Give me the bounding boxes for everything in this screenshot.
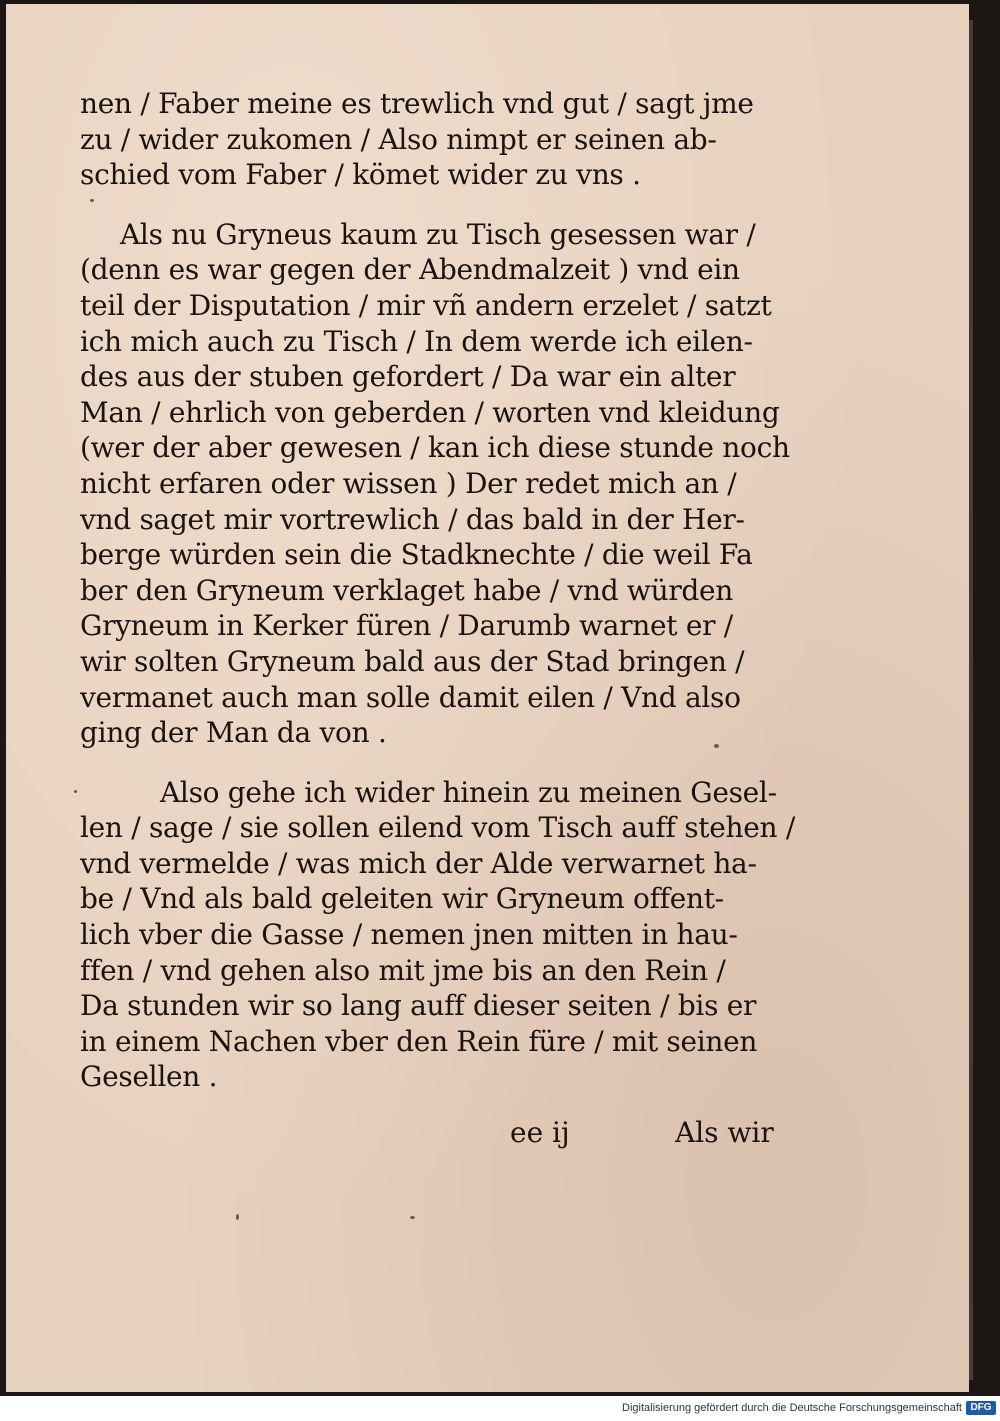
text-line: Man / ehrlich von geberden / worten vnd kleidung — [80, 395, 780, 429]
text-line: ffen / vnd gehen also mit jme bis an den Rein / — [80, 953, 726, 987]
text-line: zu / wider zukomen / Also nimpt er seinen ab- — [80, 122, 717, 156]
text-line: in einem Nachen vber den Rein füre / mit seinen — [80, 1024, 758, 1058]
text-line: Da stunden wir so lang auff dieser seiten / bis er — [80, 989, 757, 1023]
text-line: nen / Faber meine es trewlich vnd gut / sagt jme — [80, 87, 754, 120]
footer-bar — [0, 1396, 1000, 1421]
text-line: ich mich auch zu Tisch / In dem werde ich eilen- — [80, 324, 753, 358]
text-line: Gryneum in Kerker füren / Darumb warnet er / — [80, 609, 733, 643]
text-line: berge würden sein die Stadknechte / die weil Fa — [80, 538, 753, 572]
text-line: Also gehe ich wider hinein zu meinen Gesel- — [160, 775, 777, 809]
ink-speck — [410, 1216, 415, 1219]
ink-speck — [236, 1214, 239, 1220]
text-line: ging der Man da von . — [80, 716, 387, 750]
text-line: schied vom Faber / kömet wider zu vns . — [80, 158, 641, 192]
text-line: Gesellen . — [80, 1060, 218, 1094]
funding-credit: Digitalisierung gefördert durch die Deutsche Forschungsgemeinschaft — [622, 1402, 962, 1414]
text-line: teil der Disputation / mir vñ andern erzelet / satzt — [80, 288, 772, 322]
text-line: (denn es war gegen der Abendmalzeit ) vnd ein — [80, 253, 740, 287]
text-line: vnd saget mir vortrewlich / das bald in der Her- — [80, 502, 745, 536]
dfg-logo: DFG — [966, 1401, 996, 1415]
text-line: Als nu Gryneus kaum zu Tisch gesessen war / — [120, 217, 756, 251]
text-line: (wer der aber gewesen / kan ich diese stunde noch — [80, 431, 790, 465]
text-line: vnd vermelde / was mich der Alde verwarnet ha- — [80, 846, 757, 880]
catchword: Als wir — [675, 1116, 774, 1149]
page-edge — [969, 20, 973, 1380]
page-text — [80, 86, 800, 1095]
text-line: des aus der stuben gefordert / Da war ein alter — [80, 360, 736, 394]
ink-speck — [74, 790, 77, 793]
paragraph-2 — [80, 217, 800, 751]
text-line: lich vber die Gasse / nemen jnen mitten in hau- — [80, 918, 738, 952]
signature-mark: ee ij — [510, 1116, 570, 1149]
page-foot-marks — [80, 1116, 800, 1152]
text-line: ber den Gryneum verklaget habe / vnd würden — [80, 573, 734, 607]
text-line: len / sage / sie sollen eilend vom Tisch auff stehen / — [80, 811, 795, 845]
paragraph-1 — [80, 86, 800, 193]
text-line: nicht erfaren oder wissen ) Der redet mich an / — [80, 466, 737, 500]
text-line: wir solten Gryneum bald aus der Stad bringen / — [80, 644, 745, 678]
text-line: vermanet auch man solle damit eilen / Vnd also — [80, 680, 741, 714]
text-line: be / Vnd als bald geleiten wir Gryneum offent- — [80, 882, 724, 916]
paragraph-3 — [80, 775, 800, 1095]
